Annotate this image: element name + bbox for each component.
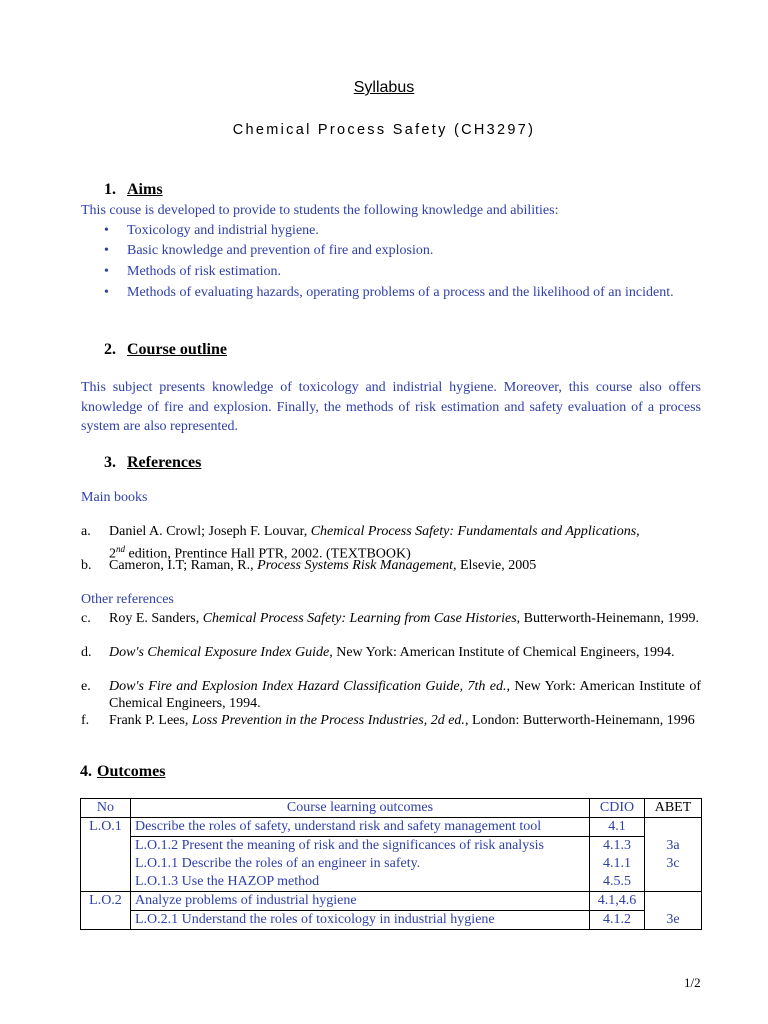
sub-outcome: L.O.2.1 Understand the roles of toxicology in industrial hygiene	[130, 911, 589, 930]
header-no: No	[81, 799, 131, 818]
outline-number: 2.	[104, 341, 116, 358]
bullet-icon: •	[104, 264, 109, 279]
aims-item-text: Basic knowledge and prevention of fire and explosion.	[127, 243, 434, 258]
reference-title: Loss Prevention in the Process Industries, 2d ed.	[191, 713, 465, 728]
aims-item-text: Toxicology and indistrial hygiene.	[127, 223, 319, 238]
aims-item	[104, 262, 702, 281]
reference-title: Process Systems Risk Management,	[257, 558, 457, 573]
aims-item-text: Methods of risk estimation.	[127, 264, 281, 279]
reference-text: Dow's Fire and Explosion Index Hazard Classification Guide, 7th ed., New York: American Institute of Chemical Engineers, 1994.	[109, 679, 701, 711]
reference-letter: f.	[81, 713, 90, 728]
reference-text: Roy E. Sanders, Chemical Process Safety: Learning from Case Histories, Butterworth-Heinemann, 1999.	[109, 611, 700, 626]
aims-item	[104, 283, 702, 302]
sub-outcome: L.O.1.3 Use the HAZOP method	[134, 874, 320, 889]
outline-heading-text: Course outline	[127, 341, 227, 358]
reference-title: Dow's Fire and Explosion Index Hazard Classification Guide, 7th ed.	[109, 679, 507, 694]
table-row	[81, 892, 702, 911]
cdio-code: 4.5.5	[603, 874, 632, 889]
header-cdio: CDIO	[590, 799, 645, 818]
abet-code: 3a	[666, 837, 680, 853]
reference-item	[81, 713, 701, 730]
references-heading	[104, 454, 201, 472]
aims-intro: This couse is developed to provide to students the following knowledge and abilities:	[81, 203, 559, 218]
reference-item	[81, 679, 701, 712]
outline-heading	[104, 341, 227, 359]
lo-number: L.O.1	[81, 818, 131, 892]
page-number: 1/2	[684, 975, 701, 990]
lo-abet: 3e	[645, 892, 702, 930]
sub-cdio	[590, 837, 645, 892]
reference-letter: d.	[81, 645, 92, 660]
aims-number: 1.	[104, 181, 116, 198]
header-abet: ABET	[645, 799, 702, 818]
doc-title: Syllabus	[353, 79, 415, 96]
sub-cdio: 4.1.2	[590, 911, 645, 930]
main-books-label: Main books	[81, 490, 148, 505]
lo-outcome: Analyze problems of industrial hygiene	[130, 892, 589, 911]
sub-outcome: L.O.1.2 Present the meaning of risk and the significances of risk analysis	[134, 838, 544, 853]
aims-heading	[104, 181, 163, 199]
outcomes-number: 4.	[80, 763, 92, 780]
lo-abet	[645, 818, 702, 892]
table-row	[81, 911, 702, 930]
reference-title: Chemical Process Safety: Learning from Case Histories	[202, 611, 517, 626]
reference-letter: a.	[81, 524, 91, 539]
sub-outcomes	[130, 837, 589, 892]
reference-item	[81, 558, 701, 575]
reference-text: Daniel A. Crowl; Joseph F. Louvar, Chemical Process Safety: Fundamentals and Applications, 2nd edition, Prentince Hall PTR, 2002. (TEXTBOOK)	[109, 524, 640, 562]
reference-item	[81, 611, 701, 628]
references-heading-text: References	[127, 454, 202, 471]
lo-cdio: 4.1,4.6	[590, 892, 645, 911]
reference-item	[81, 524, 701, 563]
bullet-icon: •	[104, 243, 109, 258]
header-outcome: Course learning outcomes	[130, 799, 589, 818]
table-header-row	[81, 799, 702, 818]
course-title: Chemical Process Safety (CH3297)	[232, 122, 536, 138]
references-number: 3.	[104, 454, 116, 471]
sub-outcome: L.O.1.1 Describe the roles of an engineer in safety.	[134, 856, 421, 871]
reference-item	[81, 645, 701, 662]
reference-title: Dow's Chemical Exposure Index Guide	[109, 645, 330, 660]
reference-text: Frank P. Lees, Loss Prevention in the Process Industries, 2d ed., London: Butterworth-Heinemann, 1996	[109, 713, 695, 728]
aims-item	[104, 241, 702, 260]
outcomes-heading-text: Outcomes	[97, 763, 166, 780]
bullet-icon: •	[104, 223, 109, 238]
outcomes-table	[80, 798, 702, 930]
lo-number: L.O.2	[81, 892, 131, 930]
reference-text: Dow's Chemical Exposure Index Guide, New York: American Institute of Chemical Engineers, 1994.	[109, 645, 675, 660]
reference-letter: e.	[81, 679, 91, 694]
outline-text: This subject presents knowledge of toxicology and indistrial hygiene. Moreover, this course also offers knowledge of fire and explosion. Finally, the methods of risk estimation and safety evaluation of a process system are also represented.	[81, 380, 701, 434]
outcomes-heading	[80, 763, 165, 781]
lo-cdio: 4.1	[590, 818, 645, 837]
aims-heading-text: Aims	[127, 181, 163, 198]
aims-item	[104, 221, 702, 240]
reference-letter: b.	[81, 558, 92, 573]
aims-item-text: Methods of evaluating hazards, operating problems of a process and the likelihood of an incident.	[127, 285, 674, 300]
other-references-label: Other references	[81, 592, 174, 607]
reference-title: Chemical Process Safety: Fundamentals and Applications,	[310, 524, 640, 539]
cdio-code: 4.1.3	[603, 838, 632, 853]
table-row	[81, 818, 702, 837]
reference-text: Cameron, I.T; Raman, R., Process Systems Risk Management, Elsevie, 2005	[109, 558, 537, 573]
reference-letter: c.	[81, 611, 91, 626]
lo-outcome: Describe the roles of safety, understand risk and safety management tool	[130, 818, 589, 837]
abet-code: 3c	[666, 855, 680, 871]
bullet-icon: •	[104, 285, 109, 300]
cdio-code: 4.1.1	[603, 856, 632, 871]
table-row	[81, 837, 702, 892]
